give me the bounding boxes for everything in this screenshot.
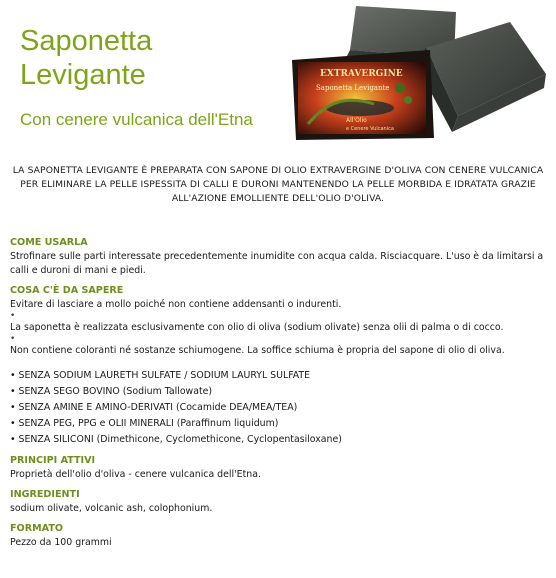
usage-heading: COME USARLA — [10, 237, 88, 248]
actives-text: Proprietà dell'olio d'oliva - cenere vulcanica dell'Etna. — [10, 469, 261, 480]
list-item: • SENZA SILICONI (Dimethicone, Cyclomethicone, Cyclopentasiloxane) — [10, 434, 342, 445]
box-sub-text-2: e Cenere Vulcanica — [346, 126, 394, 132]
title-line-2: Levigante — [20, 59, 146, 91]
format-heading: FORMATO — [10, 523, 64, 534]
box-sub-text-1: All'Olio — [346, 117, 367, 124]
format-text: Pezzo da 100 grammi — [10, 537, 112, 548]
facts-text-3: Non contiene coloranti né sostanze schiumogene. La soffice schiuma è propria del sapone di olio di oliva. — [10, 345, 505, 356]
page-title — [20, 24, 152, 92]
soap-box — [292, 50, 434, 140]
actives-heading: PRINCIPI ATTIVI — [10, 455, 96, 466]
product-details — [10, 236, 548, 550]
product-image — [288, 4, 550, 142]
ingredients-heading: INGREDIENTI — [10, 489, 80, 500]
ingredients-text: sodium olivate, volcanic ash, colophonium. — [10, 503, 213, 514]
intro-text: LA SAPONETTA LEVIGANTE È PREPARATA CON SAPONE DI OLIO EXTRAVERGINE D'OLIVA CON CENERE VULCANICA PER ELIMINARE LA PELLE ISPESSITA DI CALLI E DURONI MANTENENDO LA PELLE MORBIDA E IDRATATA GRAZIE ALL'AZIONE EMOLLIENTE DELL'OLIO D'OLIVA. — [12, 165, 544, 204]
facts-text-1: Evitare di lasciare a mollo poiché non contiene addensanti o indurenti. — [10, 299, 342, 310]
list-item: • SENZA PEG, PPG e OLII MINERALI (Paraffinum liquidum) — [10, 418, 279, 429]
bullet-dot-1: • — [10, 311, 16, 321]
box-brand-text: EXTRAVERGINE — [320, 69, 403, 79]
facts-heading: COSA C'È DA SAPERE — [10, 285, 124, 296]
list-item: • SENZA SODIUM LAURETH SULFATE / SODIUM LAURYL SULFATE — [10, 370, 311, 381]
box-name-text: Saponetta Levigante — [316, 84, 390, 92]
list-item: • SENZA AMINE E AMINO-DERIVATI (Cocamide DEA/MEA/TEA) — [10, 402, 298, 413]
page-subtitle: Con cenere vulcanica dell'Etna — [20, 110, 253, 129]
bullet-dot-2: • — [10, 334, 16, 344]
list-item: • SENZA SEGO BOVINO (Sodium Tallowate) — [10, 386, 213, 397]
usage-text: Strofinare sulle parti interessate precedentemente inumidite con acqua calda. Risciacquare. L'uso è da limitarsi a calli e duroni di mani e piedi. — [10, 251, 544, 276]
facts-text-2: La saponetta è realizzata esclusivamente con olio di oliva (sodium olivate) senza olii di palma o di cocco. — [10, 322, 504, 333]
free-from-list — [10, 368, 548, 448]
title-line-1: Saponetta — [20, 25, 153, 57]
